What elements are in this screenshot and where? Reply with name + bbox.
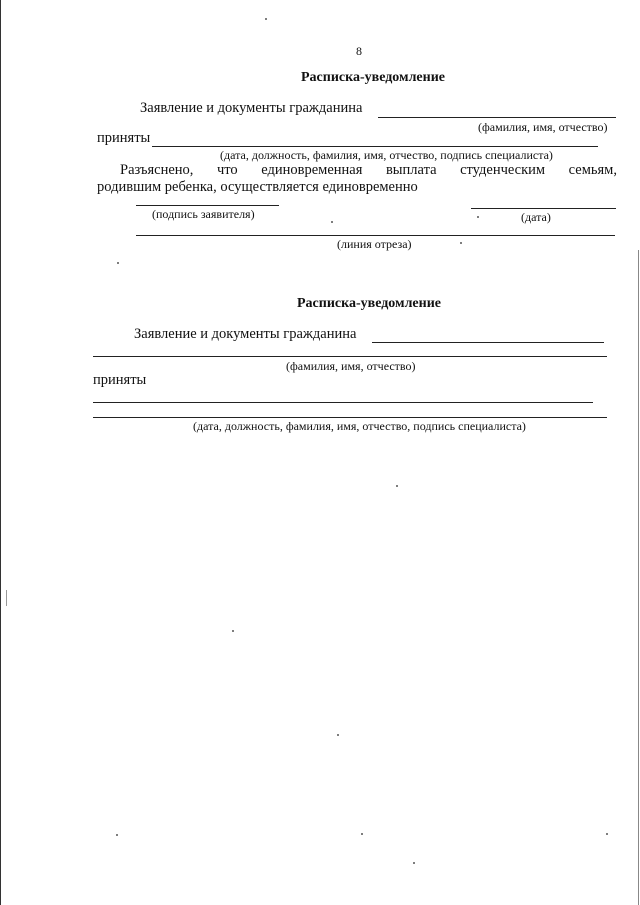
accepted-line[interactable] xyxy=(152,146,598,147)
accepted-line[interactable] xyxy=(93,402,593,403)
cut-caption: (линия отреза) xyxy=(337,237,412,251)
applicant-name-line-2[interactable] xyxy=(93,356,607,357)
receipt-title: Расписка-уведомление xyxy=(301,70,445,85)
scan-speck xyxy=(413,862,415,864)
applicant-label: Заявление и документы гражданина xyxy=(134,326,357,342)
explanation-word: что xyxy=(216,162,238,178)
cut-line xyxy=(136,235,615,236)
date-line[interactable] xyxy=(471,208,616,209)
name-caption: (фамилия, имя, отчество) xyxy=(286,359,416,373)
scan-edge-mark xyxy=(6,590,7,606)
scan-speck xyxy=(460,242,462,244)
scan-edge-right xyxy=(638,250,639,905)
explanation-line-2: родившим ребенка, осуществляется единовременно xyxy=(97,179,418,195)
name-caption: (фамилия, имя, отчество) xyxy=(478,120,608,134)
scan-speck xyxy=(116,834,118,836)
scan-speck xyxy=(477,216,479,218)
explanation-word: студенческим xyxy=(460,162,546,178)
explanation-word: выплата xyxy=(385,162,437,178)
scan-speck xyxy=(331,221,333,223)
scan-speck xyxy=(606,833,608,835)
scan-speck xyxy=(232,630,234,632)
scan-speck xyxy=(396,485,398,487)
signature-caption: (подпись заявителя) xyxy=(152,207,255,221)
explanation-word: Разъяснено, xyxy=(120,162,194,178)
applicant-name-line[interactable] xyxy=(378,117,616,118)
scan-edge-left xyxy=(0,0,1,905)
applicant-label: Заявление и документы гражданина xyxy=(140,100,363,116)
accepted-label: приняты xyxy=(97,130,151,146)
scan-speck xyxy=(265,18,267,20)
scan-speck xyxy=(361,833,363,835)
scan-speck xyxy=(117,262,119,264)
scan-speck xyxy=(337,734,339,736)
explanation-word: семьям, xyxy=(568,162,617,178)
explanation-word: единовременная xyxy=(261,162,363,178)
specialist-caption: (дата, должность, фамилия, имя, отчество, подпись специалиста) xyxy=(193,419,526,433)
specialist-caption: (дата, должность, фамилия, имя, отчество, подпись специалиста) xyxy=(220,148,553,162)
explanation-line-1 xyxy=(120,162,617,179)
receipt-title: Расписка-уведомление xyxy=(297,296,441,311)
accepted-label: приняты xyxy=(93,372,147,388)
accepted-line-2[interactable] xyxy=(93,417,607,418)
signature-line[interactable] xyxy=(136,205,279,206)
applicant-name-line[interactable] xyxy=(372,342,604,343)
date-caption: (дата) xyxy=(521,210,551,224)
page-number: 8 xyxy=(356,44,362,58)
